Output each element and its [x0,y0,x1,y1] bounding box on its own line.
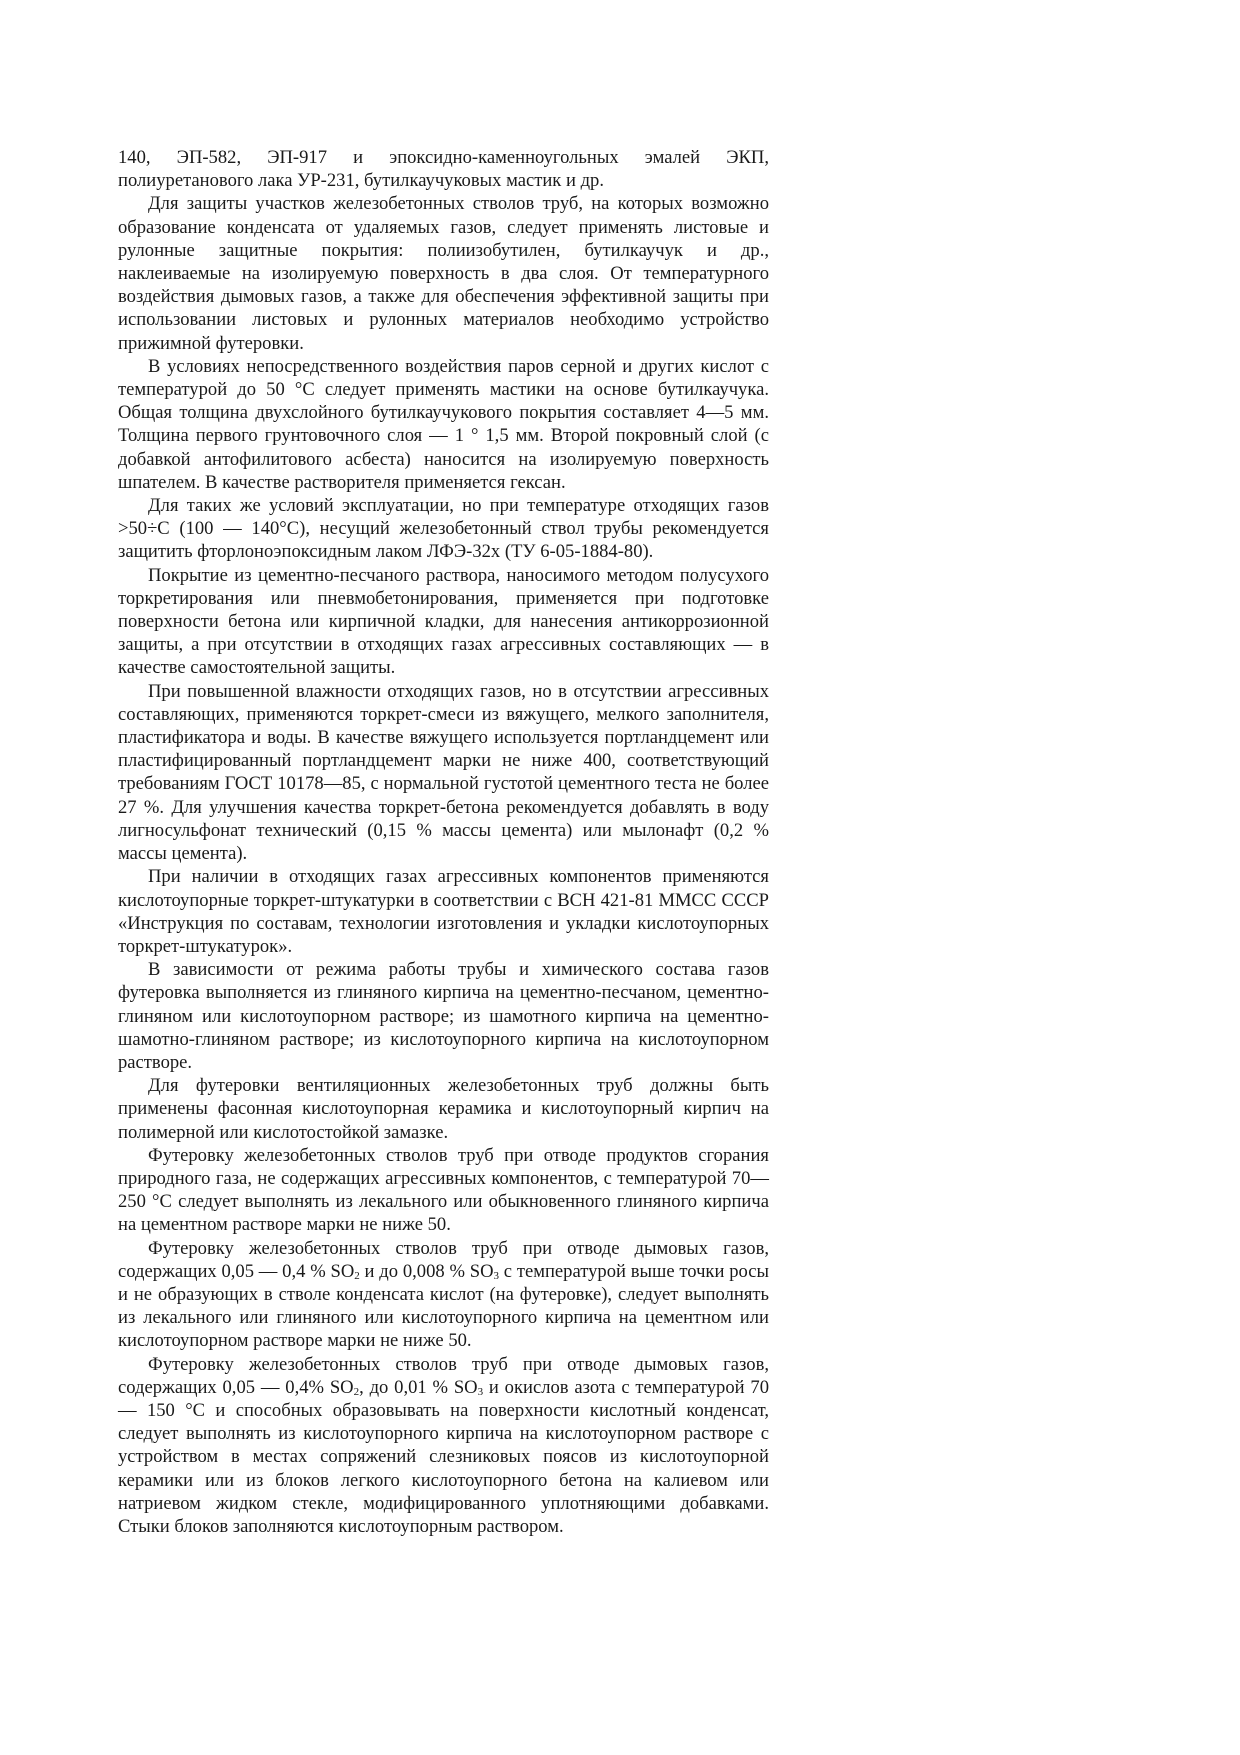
document-page [118,146,769,1538]
paragraph [118,1353,769,1539]
paragraph: При повышенной влажности отходящих газов, но в отсутствии агрессивных составляющих, применяются торкрет-смеси из вяжущего, мелкого заполнителя, пластификатора и воды. В качестве вяжущего используется портландцемент или пластифицированный портландцемент марки не ниже 400, соответствующий требованиям ГОСТ 10178—85, с нормальной густотой цементного теста не более 27 %. Для улучшения качества торкрет-бетона рекомендуется добавлять в воду лигносульфонат технический (0,15 % массы цемента) или мылонафт (0,2 % массы цемента). [118,680,769,865]
paragraph: В зависимости от режима работы трубы и химического состава газов футеровка выполняется из глиняного кирпича на цементно-песчаном, цементно-глиняном или кислотоупорном растворе; из шамотного кирпича на цементно-шамотно-глиняном растворе; из кислотоупорного кирпича на кислотоупорном растворе. [118,959,769,1073]
paragraph: При наличии в отходящих газах агрессивных компонентов применяются кислотоупорные торкрет-штукатурки в соответствии с ВСН 421-81 ММСС СССР «Инструкция по составам, технологии изготовления и укладки кислотоупорных торкрет-штукатурок». [118,866,769,957]
subscript: 2 [353,1385,360,1398]
subscript: 2 [354,1269,360,1282]
text-run: Футеровку железобетонных стволов труб при отводе дымовых газов, содержащих 0,05 — 0,4 % SO [118,1237,769,1282]
text-run: Футеровку железобетонных стволов труб при отводе дымовых газов, содержащих 0,05 — 0,4% SO [118,1353,769,1398]
paragraph: Для таких же условий эксплуатации, но при температуре отходящих газов >50÷С (100 — 140°С), несущий железобетонный ствол трубы рекомендуется защитить фторлоноэпоксидным лаком ЛФЭ-32х (ТУ 6-05-1884-80). [118,495,769,563]
subscript: 3 [493,1269,499,1282]
text-run: , до 0,01 % SO [359,1376,478,1398]
paragraph: В условиях непосредственного воздействия паров серной и других кислот с температурой до 50 °С следует применять мастики на основе бутилкаучука. Общая толщина двухслойного бутилкаучукового покрытия составляет 4—5 мм. Толщина первого грунтовочного слоя — 1 ° 1,5 мм. Второй покровный слой (с добавкой антофилитового асбеста) наносится на изолируемую поверхность шпателем. В качестве растворителя применяется гексан. [118,355,769,493]
subscript: 3 [477,1385,484,1398]
text-run: с температурой выше точки росы и не образующих в стволе конденсата кислот (на футеровке), следует выполнять из лекального или глиняного или кислотоупорного кирпича на цементном или кислотоупорном растворе марки не ниже 50. [118,1260,769,1352]
paragraph: Для футеровки вентиляционных железобетонных труб должны быть применены фасонная кислотоупорная керамика и кислотоупорный кирпич на полимерной или кислотостойкой замазке. [118,1075,769,1143]
text-run: и окислов азота с температурой 70 — 150 °С и способных образовывать на поверхности кислотный конденсат, следует выполнять из кислотоупорного кирпича на кислотоупорном растворе с устройством в местах сопряжений слезниковых поясов из кислотоупорной керамики или из блоков легкого кислотоупорного бетона на калиевом или натриевом жидком стекле, модифицированного уплотняющими добавками. Стыки блоков заполняются кислотоупорным раствором. [118,1376,769,1537]
paragraph: Покрытие из цементно-песчаного раствора, наносимого методом полусухого торкретирования или пневмобетонирования, применяется при подготовке поверхности бетона или кирпичной кладки, для нанесения антикоррозионной защиты, а при отсутствии в отходящих газах агрессивных составляющих — в качестве самостоятельной защиты. [118,564,769,679]
paragraph [118,1237,769,1353]
paragraph-continuation: 140, ЭП-582, ЭП-917 и эпоксидно-каменноугольных эмалей ЭКП, полиуретанового лака УР-231, бутилкаучуковых мастик и др. [118,147,769,192]
paragraph: Для защиты участков железобетонных стволов труб, на которых возможно образование конденсата от удаляемых газов, следует применять листовые и рулонные защитные покрытия: полиизобутилен, бутилкаучук и др., наклеиваемые на изолируемую поверхность в два слоя. От температурного воздействия дымовых газов, а также для обеспечения эффективной защиты при использовании листовых и рулонных материалов необходимо устройство прижимной футеровки. [118,193,769,354]
paragraph: Футеровку железобетонных стволов труб при отводе продуктов сгорания природного газа, не содержащих агрессивных компонентов, с температурой 70—250 °С следует выполнять из лекального или обыкновенного глиняного кирпича на цементном растворе марки не ниже 50. [118,1144,769,1236]
text-run: и до 0,008 % SO [359,1260,494,1282]
